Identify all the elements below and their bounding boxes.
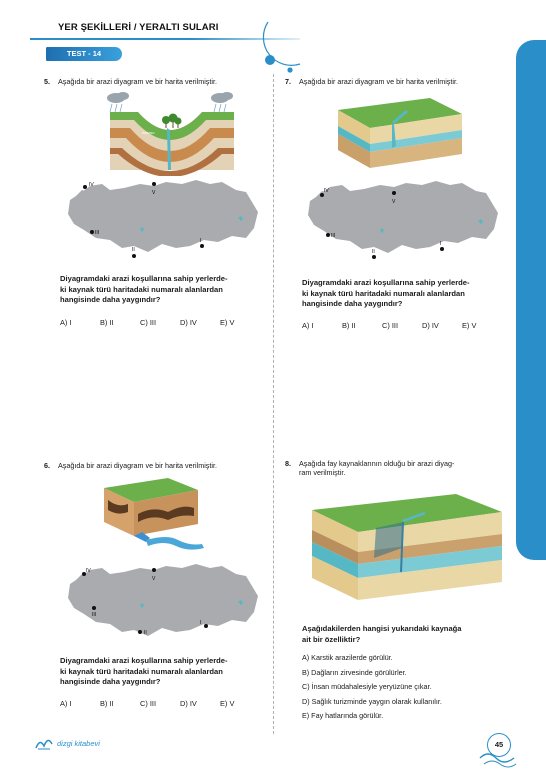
map-label-v: V xyxy=(392,199,396,205)
diagram-label: Akarsu xyxy=(142,130,155,135)
test-badge: TEST - 14 xyxy=(46,47,122,61)
option-b[interactable]: B) II xyxy=(100,699,114,708)
question-7-stem xyxy=(302,278,470,310)
page-number: 45 xyxy=(487,733,511,757)
question-8-choices xyxy=(302,651,442,724)
question-5-options xyxy=(60,318,250,327)
question-6-intro xyxy=(44,461,217,470)
map-label-iii: III xyxy=(331,233,336,239)
layered-terrain-diagram xyxy=(330,92,470,180)
option-a[interactable]: A) I xyxy=(302,321,314,330)
option-d[interactable]: D) IV xyxy=(180,699,197,708)
stem-line: Diyagramdaki arazi koşullarına sahip yerlerde- xyxy=(60,274,228,283)
option-e[interactable]: E) V xyxy=(462,321,477,330)
stem-line: hangisinde daha yaygındır? xyxy=(60,677,161,686)
fault-terrain-diagram xyxy=(306,488,506,608)
question-6-stem xyxy=(60,656,228,688)
question-8-intro-line2: ram verilmiştir. xyxy=(299,468,346,477)
cloud-icon xyxy=(107,92,233,103)
karst-cave-diagram xyxy=(98,474,213,554)
option-e[interactable]: E) V xyxy=(220,318,235,327)
map-label-v: V xyxy=(152,576,156,582)
map-label-i: I xyxy=(200,620,202,626)
map-label-i: I xyxy=(440,241,442,247)
choice-b[interactable]: B) Dağların zirvesinde görülürler. xyxy=(302,667,407,677)
turkey-map xyxy=(62,556,262,644)
map-label-ii: II xyxy=(372,249,375,255)
option-a[interactable]: A) I xyxy=(60,699,72,708)
turkey-map xyxy=(62,172,262,260)
question-8-intro xyxy=(285,459,454,477)
question-6-number: 6. xyxy=(44,461,50,470)
question-5-intro xyxy=(44,77,217,86)
option-c[interactable]: C) III xyxy=(382,321,399,330)
choice-e[interactable]: E) Fay hatlarında görülür. xyxy=(302,711,384,721)
map-label-iv: IV xyxy=(324,188,329,194)
option-c[interactable]: C) III xyxy=(140,699,157,708)
question-8-intro-line1: Aşağıda fay kaynaklarının olduğu bir arazi diyag- xyxy=(299,459,455,468)
stem-line: hangisinde daha yaygındır? xyxy=(302,299,403,308)
publisher-name: dizgi kitabevi xyxy=(57,739,100,748)
map-label-i: I xyxy=(200,238,202,244)
stem-line: Diyagramdaki arazi koşullarına sahip yerlerde- xyxy=(302,278,470,287)
choice-a[interactable]: A) Karstik arazilerde görülür. xyxy=(302,653,393,662)
option-d[interactable]: D) IV xyxy=(422,321,439,330)
map-label-ii: II xyxy=(132,247,135,253)
stem-line: Aşağıdakilerden hangisi yukarıdaki kaynağa xyxy=(302,624,462,633)
stem-line: ki kaynak türü haritadaki numaralı alanlardan xyxy=(302,288,465,298)
question-6-intro-text: Aşağıda bir arazi diyagram ve bir harita verilmiştir. xyxy=(58,461,217,470)
map-label-iv: IV xyxy=(89,182,94,188)
question-5-number: 5. xyxy=(44,77,50,86)
decorative-dots xyxy=(250,20,320,80)
question-5-intro-text: Aşağıda bir arazi diyagram ve bir harita verilmiştir. xyxy=(58,77,217,86)
choice-d[interactable]: D) Sağlık turizminde yaygın olarak kullanılır. xyxy=(302,696,442,706)
option-b[interactable]: B) II xyxy=(100,318,114,327)
map-label-v: V xyxy=(152,190,156,196)
question-8-stem xyxy=(302,624,462,645)
book-logo-icon xyxy=(34,734,54,750)
map-label-iii: III xyxy=(92,612,97,618)
choice-c[interactable]: C) İnsan müdahalesiyle yeryüzüne çıkar. xyxy=(302,682,432,692)
stem-line: ki kaynak türü haritadaki numaralı alanlardan xyxy=(60,284,223,294)
map-label-iv: IV xyxy=(86,568,91,574)
option-e[interactable]: E) V xyxy=(220,699,235,708)
turkey-map xyxy=(302,172,502,262)
question-7-options xyxy=(302,321,492,330)
valley-diagram xyxy=(98,90,246,176)
map-label-iii: III xyxy=(95,230,100,236)
question-7-intro-text: Aşağıda bir arazi diyagram ve bir harita verilmiştir. xyxy=(299,77,458,86)
question-5-stem xyxy=(60,274,228,306)
stem-line: Diyagramdaki arazi koşullarına sahip yerlerde- xyxy=(60,656,228,665)
column-divider xyxy=(273,74,274,734)
section-title: YER ŞEKİLLERİ / YERALTI SULARI xyxy=(58,22,219,33)
option-d[interactable]: D) IV xyxy=(180,318,197,327)
question-7-number: 7. xyxy=(285,77,291,86)
publisher-logo xyxy=(34,734,100,750)
option-b[interactable]: B) II xyxy=(342,321,356,330)
stem-line: ait bir özelliktir? xyxy=(302,634,361,644)
stem-line: ki kaynak türü haritadaki numaralı alanlardan xyxy=(60,666,223,676)
stem-line: hangisinde daha yaygındır? xyxy=(60,295,161,304)
option-a[interactable]: A) I xyxy=(60,318,72,327)
map-label-ii: II xyxy=(144,630,147,636)
option-c[interactable]: C) III xyxy=(140,318,157,327)
question-7-intro xyxy=(285,77,458,86)
side-tab xyxy=(516,40,546,560)
question-6-options xyxy=(60,699,250,708)
question-8-number: 8. xyxy=(285,459,291,468)
